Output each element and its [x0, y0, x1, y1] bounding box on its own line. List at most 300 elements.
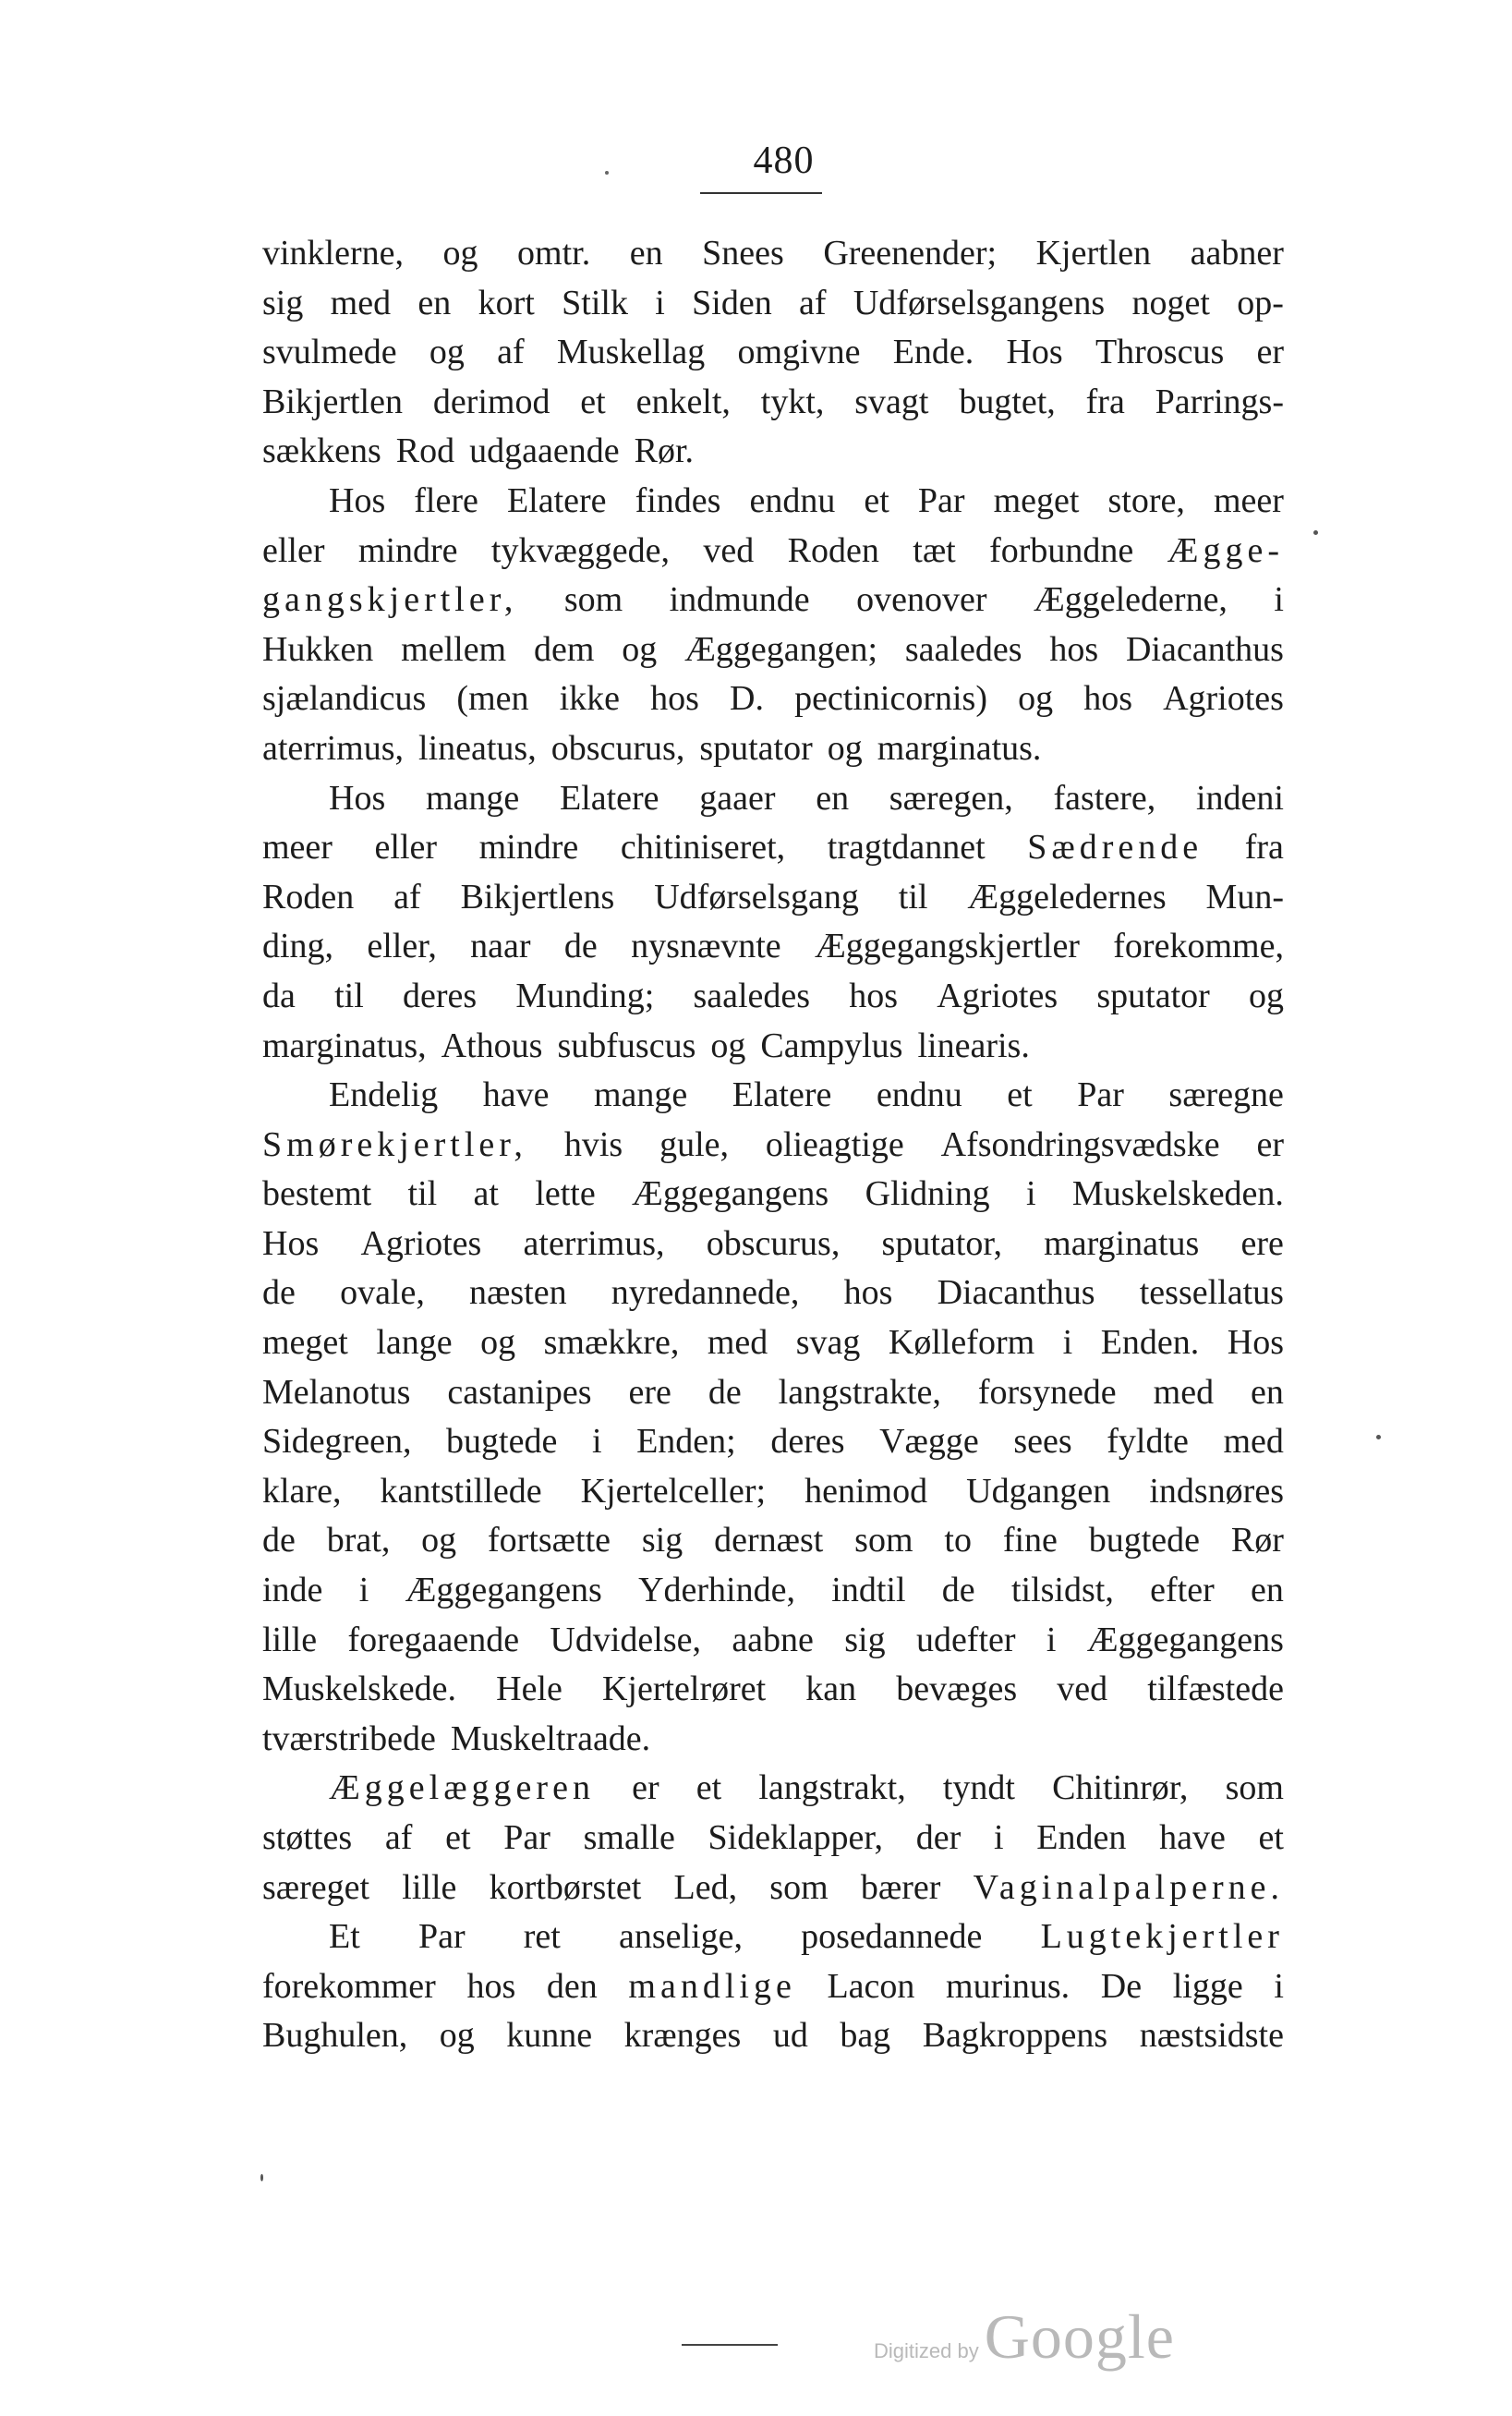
word: Elatere — [506, 480, 607, 520]
word: Hos — [262, 1223, 320, 1263]
word: Melanotus — [262, 1372, 411, 1412]
word: Bikjertlens — [460, 877, 615, 917]
word: i — [1274, 580, 1284, 620]
google-logo: Google — [984, 2301, 1175, 2372]
word: aabne — [732, 1620, 814, 1659]
word: bestemt — [262, 1174, 372, 1214]
word: indeni — [1195, 778, 1284, 818]
word: Parrings- — [1155, 382, 1284, 421]
word: og — [480, 1323, 516, 1363]
word: Rør. — [634, 431, 695, 471]
word: tyndt — [942, 1768, 1015, 1808]
word: aabner — [1190, 234, 1284, 273]
text-line — [262, 823, 1284, 873]
word: hvis — [563, 1124, 623, 1164]
word: sækkens — [262, 431, 381, 471]
word: bevæges — [896, 1669, 1018, 1709]
word: tilfæstede — [1147, 1669, 1284, 1709]
word: Glidning — [865, 1174, 990, 1214]
word: med — [1223, 1422, 1284, 1462]
word: de — [941, 1571, 975, 1610]
word: tilsidst, — [1010, 1571, 1114, 1610]
word: lette — [535, 1174, 596, 1214]
word: deres — [770, 1422, 845, 1462]
word: og — [827, 728, 863, 768]
word: langstrakte, — [778, 1372, 941, 1412]
text-line — [262, 724, 1284, 774]
word: ret — [523, 1917, 561, 1957]
text-line — [262, 1912, 1284, 1962]
word: hos — [1083, 679, 1132, 719]
word: tværstribede — [262, 1718, 436, 1758]
word: have — [1159, 1818, 1226, 1857]
word: forbundne — [989, 530, 1134, 570]
text-line — [262, 1417, 1284, 1467]
word: Hukken — [262, 629, 374, 669]
word: enkelt, — [635, 382, 731, 421]
word: aterrimus, — [523, 1223, 665, 1263]
word: to — [944, 1521, 972, 1560]
word: brat, — [326, 1521, 391, 1560]
word: Muskeltraade. — [450, 1718, 651, 1758]
word: Muskelskeden. — [1071, 1174, 1284, 1214]
text-line — [262, 1616, 1284, 1666]
word: anselige, — [618, 1917, 743, 1957]
text-line — [262, 1864, 1284, 1913]
word: olieagtige — [765, 1124, 904, 1164]
word: Vægge — [879, 1422, 979, 1462]
word: næstsidste — [1139, 2016, 1284, 2056]
word: op- — [1237, 283, 1284, 322]
word: at — [473, 1174, 499, 1214]
word: marginatus. — [877, 728, 1042, 768]
word: en — [816, 778, 850, 818]
word: vinklerne, — [262, 234, 405, 273]
word: og — [421, 1521, 457, 1560]
word: en — [417, 283, 452, 322]
word: Afsondringsvædske — [940, 1124, 1220, 1164]
word: indmunde — [669, 580, 810, 620]
word: tæt — [913, 530, 956, 570]
word: ding, — [262, 927, 334, 966]
word: Bikjertlen — [262, 382, 403, 421]
word: lille — [262, 1620, 318, 1659]
word: De — [1100, 1966, 1143, 2006]
word: Enden; — [636, 1422, 736, 1462]
word: et — [1007, 1075, 1033, 1115]
word: Æggeledernes — [967, 877, 1167, 917]
word: nyredannede, — [611, 1273, 800, 1313]
word: linearis. — [917, 1026, 1030, 1065]
word: mindre — [357, 530, 458, 570]
text-line — [262, 427, 1284, 477]
text-line — [262, 1071, 1284, 1121]
print-speck — [1376, 1435, 1381, 1439]
word: som — [769, 1867, 829, 1907]
word: Æggegangen; — [684, 629, 878, 669]
word: mellem — [401, 629, 507, 669]
word: pectinicornis) — [794, 679, 987, 719]
word: have — [482, 1075, 550, 1115]
word: i — [994, 1818, 1004, 1857]
word: eller — [262, 530, 325, 570]
word: castanipes — [447, 1372, 592, 1412]
word: Elatere — [559, 778, 659, 818]
word: sjælandicus — [262, 679, 427, 719]
word: Kjertlen — [1035, 234, 1152, 273]
word: et — [445, 1818, 471, 1857]
word: som — [563, 580, 623, 620]
text-line — [262, 328, 1284, 378]
word: meget — [993, 480, 1080, 520]
word: Bagkroppens — [922, 2016, 1108, 2056]
word: chitiniseret, — [620, 828, 786, 868]
word: omgivne — [737, 333, 861, 372]
word: er — [632, 1768, 659, 1808]
word: kunne — [506, 2016, 593, 2056]
word: gaaer — [699, 778, 776, 818]
word: Stilk — [562, 283, 628, 322]
word: hos — [849, 976, 899, 1015]
word: til — [898, 877, 928, 917]
word: særeget — [262, 1867, 370, 1907]
word: saaledes — [904, 629, 1022, 669]
word: Roden — [787, 530, 879, 570]
print-speck — [1313, 530, 1318, 535]
word: Udførselsgang — [654, 877, 859, 917]
word: de — [262, 1273, 296, 1313]
word: Campylus — [760, 1026, 903, 1065]
word: indtil — [831, 1571, 906, 1610]
word: Par — [417, 1917, 466, 1957]
word: en — [629, 234, 663, 273]
word: Agriotes — [937, 976, 1058, 1015]
word: Smørekjertler, — [262, 1124, 527, 1164]
word: Udførselsgangens — [853, 283, 1106, 322]
word: Par — [1077, 1075, 1124, 1115]
word: Par — [917, 480, 965, 520]
word: Muskellag — [556, 333, 706, 372]
word: Sædrende — [1027, 828, 1204, 868]
word: svulmede — [262, 333, 397, 372]
word: indsnøres — [1149, 1471, 1284, 1511]
word: i — [1274, 1966, 1284, 2006]
word: Diacanthus — [1125, 629, 1284, 669]
word: fastere, — [1053, 778, 1156, 818]
word: fyldte — [1107, 1422, 1189, 1462]
text-line — [262, 1665, 1284, 1715]
word: eller, — [367, 927, 437, 966]
word: med — [330, 283, 392, 322]
word: et — [1258, 1818, 1284, 1857]
word: derimod — [432, 382, 550, 421]
word: Kjertelrøret — [601, 1669, 767, 1709]
word: ovale, — [340, 1273, 425, 1313]
text-line — [262, 527, 1284, 577]
word: og — [1249, 976, 1284, 1015]
word: Æggelæggeren — [329, 1768, 595, 1808]
text-line — [262, 1715, 1284, 1765]
word: sig — [262, 283, 304, 322]
word: marginatus — [1044, 1223, 1200, 1263]
word: endnu — [876, 1075, 962, 1115]
word: i — [1046, 1620, 1057, 1659]
word: i — [358, 1571, 369, 1610]
word: Athous — [441, 1026, 543, 1065]
word: der — [915, 1818, 962, 1857]
word: et — [864, 480, 889, 520]
word: og — [442, 234, 478, 273]
body-text — [262, 229, 1284, 2061]
word: nysnævnte — [631, 927, 781, 966]
word: mange — [425, 778, 520, 818]
text-line — [262, 625, 1284, 675]
word: henimod — [804, 1471, 928, 1511]
word: mindre — [478, 828, 579, 868]
word: deres — [402, 976, 478, 1015]
word: lineatus, — [418, 728, 537, 768]
word: til — [407, 1174, 438, 1214]
word: og — [710, 1026, 746, 1065]
word: D. — [730, 679, 764, 719]
word: Diacanthus — [937, 1273, 1095, 1313]
word: ikke — [559, 679, 621, 719]
word: sig — [641, 1521, 683, 1560]
word: Hos — [329, 480, 386, 520]
word: sputator — [699, 728, 813, 768]
digitized-watermark — [874, 2301, 1175, 2374]
word: Greenender; — [823, 234, 998, 273]
word: ligge — [1172, 1966, 1243, 2006]
text-line — [262, 1121, 1284, 1171]
word: Kølleform — [888, 1323, 1035, 1363]
word: i — [1062, 1323, 1073, 1363]
word: med — [707, 1323, 768, 1363]
word: et — [580, 382, 606, 421]
word: af — [384, 1818, 413, 1857]
word: af — [799, 283, 827, 322]
word: af — [393, 877, 421, 917]
word: findes — [635, 480, 721, 520]
text-line — [262, 674, 1284, 724]
word: hos — [466, 1966, 516, 2006]
text-line — [262, 922, 1284, 972]
word: fortsætte — [488, 1521, 611, 1560]
text-line — [262, 972, 1284, 1022]
word: Lugtekjertler — [1040, 1917, 1284, 1957]
word: Endelig — [329, 1075, 439, 1115]
word: Ægge- — [1167, 530, 1284, 570]
word: endnu — [749, 480, 836, 520]
word: fine — [1002, 1521, 1058, 1560]
text-line — [262, 1962, 1284, 2012]
word: dem — [533, 629, 595, 669]
word: som — [1225, 1768, 1284, 1808]
word: med — [1153, 1372, 1215, 1412]
word: Rør — [1230, 1521, 1284, 1560]
word: smækkre, — [543, 1323, 680, 1363]
word: Yderhinde, — [638, 1571, 795, 1610]
word: fra — [1244, 828, 1284, 868]
word: Snees — [702, 234, 784, 273]
word: Elatere — [732, 1075, 832, 1115]
text-line — [262, 1516, 1284, 1566]
word: er — [1256, 1124, 1284, 1164]
text-line — [262, 1467, 1284, 1517]
word: forekomme, — [1113, 927, 1284, 966]
word: Hos — [1006, 333, 1063, 372]
word: kan — [805, 1669, 857, 1709]
word: de — [262, 1521, 296, 1560]
word: smalle — [583, 1818, 675, 1857]
word: ved — [1057, 1669, 1108, 1709]
word: mange — [593, 1075, 688, 1115]
word: Hele — [496, 1669, 562, 1709]
word: store, — [1107, 480, 1185, 520]
word: hos — [650, 679, 699, 719]
word: da — [262, 976, 296, 1015]
word: ovenover — [856, 580, 987, 620]
word: Sidegreen, — [262, 1422, 412, 1462]
text-line — [262, 1764, 1284, 1814]
word: subfuscus — [557, 1026, 696, 1065]
word: Munding; — [515, 976, 655, 1015]
word: (men — [456, 679, 529, 719]
word: Hos — [1227, 1323, 1284, 1363]
word: hos — [1049, 629, 1099, 669]
word: bugtede — [1088, 1521, 1201, 1560]
word: obscurus, — [550, 728, 685, 768]
word: Par — [503, 1818, 550, 1857]
text-line — [262, 1220, 1284, 1269]
text-line — [262, 576, 1284, 625]
word: Agriotes — [360, 1223, 482, 1263]
word: Udvidelse, — [550, 1620, 701, 1659]
word: bugtet, — [959, 382, 1056, 421]
word: fra — [1085, 382, 1125, 421]
word: ere — [628, 1372, 671, 1412]
word: og — [429, 333, 465, 372]
word: obscurus, — [706, 1223, 841, 1263]
word: særegen, — [889, 778, 1013, 818]
word: kantstillede — [380, 1471, 542, 1511]
word: og — [1018, 679, 1054, 719]
word: ere — [1240, 1223, 1284, 1263]
word: forsynede — [977, 1372, 1117, 1412]
word: Sideklapper, — [708, 1818, 884, 1857]
word: Hos — [329, 778, 386, 818]
word: udgaaende — [469, 431, 620, 471]
word: bugtede — [446, 1422, 558, 1462]
word: tragtdannet — [827, 828, 986, 868]
word: efter — [1150, 1571, 1215, 1610]
word: lille — [402, 1867, 457, 1907]
footer-rule — [682, 2344, 778, 2346]
word: Æggegangens — [632, 1174, 829, 1214]
word: Siden — [692, 283, 772, 322]
word: sputator — [1096, 976, 1210, 1015]
word: lange — [376, 1323, 453, 1363]
word: ud — [772, 2016, 808, 2056]
word: Lacon — [827, 1966, 915, 2006]
word: Æggelederne, — [1033, 580, 1228, 620]
watermark-prefix: Digitized by — [874, 2339, 979, 2362]
word: støttes — [262, 1818, 353, 1857]
text-line — [262, 279, 1284, 329]
word: Æggegangskjertler — [814, 927, 1080, 966]
text-line — [262, 229, 1284, 279]
text-line — [262, 477, 1284, 527]
word: særegne — [1168, 1075, 1284, 1115]
word: udefter — [915, 1620, 1016, 1659]
word: kortbørstet — [489, 1867, 642, 1907]
word: Agriotes — [1163, 679, 1284, 719]
text-line — [262, 873, 1284, 923]
word: posedannede — [801, 1917, 983, 1957]
text-line — [262, 1566, 1284, 1616]
word: en — [1251, 1571, 1284, 1610]
word: tykvæggede, — [490, 530, 671, 570]
word: naar — [470, 927, 531, 966]
word: en — [1251, 1372, 1284, 1412]
word: aterrimus, — [262, 728, 405, 768]
word: sputator, — [881, 1223, 1002, 1263]
word: meget — [262, 1323, 348, 1363]
word: Æggegangens — [1086, 1620, 1284, 1659]
word: som — [854, 1521, 913, 1560]
word: eller — [374, 828, 438, 868]
word: murinus. — [946, 1966, 1070, 2006]
word: Kjertelceller; — [580, 1471, 767, 1511]
print-speck — [260, 2174, 263, 2181]
text-line — [262, 378, 1284, 428]
word: gule, — [659, 1124, 730, 1164]
text-line — [262, 1170, 1284, 1220]
word: sig — [844, 1620, 886, 1659]
word: er — [1256, 333, 1284, 372]
word: Enden — [1036, 1818, 1127, 1857]
text-line — [262, 774, 1284, 824]
word: af — [497, 333, 525, 372]
text-line — [262, 2011, 1284, 2061]
word: inde — [262, 1571, 323, 1610]
word: mandlige — [628, 1966, 796, 2006]
word: Enden. — [1100, 1323, 1200, 1363]
word: meer — [1213, 480, 1284, 520]
word: marginatus, — [262, 1026, 427, 1065]
page-number-rule — [700, 192, 822, 194]
word: i — [655, 283, 665, 322]
word: tessellatus — [1139, 1273, 1284, 1313]
word: Roden — [262, 877, 355, 917]
page-number: 480 — [753, 140, 815, 182]
word: noget — [1131, 283, 1210, 322]
word: til — [334, 976, 364, 1015]
word: kort — [478, 283, 535, 322]
word: flere — [414, 480, 478, 520]
word: langstrakt, — [758, 1768, 906, 1808]
word: tykt, — [760, 382, 825, 421]
word: bærer — [860, 1867, 941, 1907]
word: svag — [795, 1323, 861, 1363]
word: Udgangen — [966, 1471, 1111, 1511]
word: Vaginalpalperne. — [973, 1867, 1284, 1907]
word: Throscus — [1095, 333, 1225, 372]
text-line — [262, 1318, 1284, 1368]
word: Ende. — [892, 333, 974, 372]
text-line — [262, 1814, 1284, 1864]
text-line — [262, 1022, 1284, 1072]
